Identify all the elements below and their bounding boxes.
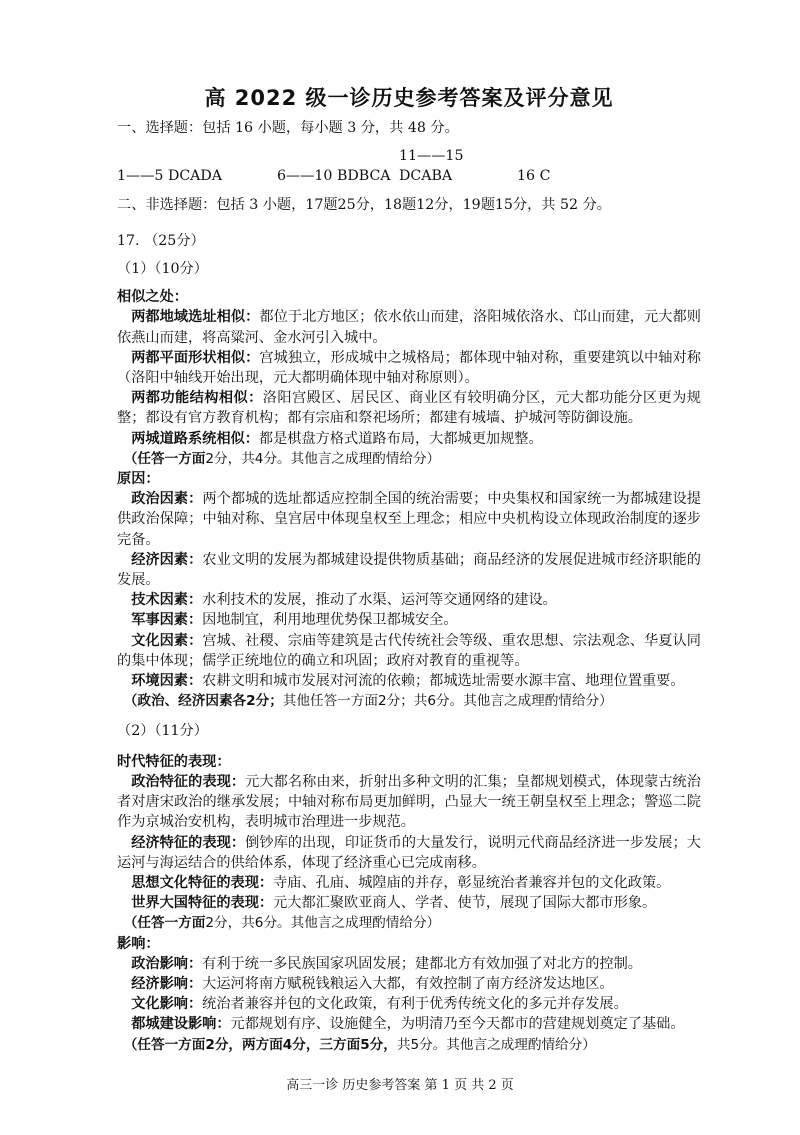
impact-scoring-note: [117, 1035, 701, 1055]
section-1-header: 一、选择题：包括 16 小题，每小题 3 分，共 48 分。: [117, 120, 459, 136]
point-text: 都是棋盘方格式道路布局，大都城更加规整。: [258, 430, 543, 447]
point-label: 都城建设影响：: [131, 1016, 231, 1033]
point-label: 环境因素：: [131, 673, 203, 690]
point-text: 农耕文明和城市发展对河流的依赖；都城选址需要水源丰富、地理位置重要。: [202, 673, 685, 690]
note-bold: （任答一方面2分，两方面4分，三方面5分，: [123, 1036, 397, 1053]
point-text: 元大都名称由来，折射出多种文明的汇集；皇都规划模式，体现蒙古统治者对唐宋政治的继承发展；中轴对称布局更加鲜明，凸显大一统王朝皇权至上理念；警巡二院作为京城治安机构，表明城市治理进一步规范。: [117, 773, 701, 831]
reasons-list: [117, 489, 701, 691]
point-label: 文化因素：: [131, 632, 203, 649]
answer-point: [117, 671, 701, 691]
answers-11-15: 11——15 DCABA: [399, 148, 464, 185]
point-text: 统治者兼容并包的文化政策，有利于优秀传统文化的多元并存发展。: [202, 996, 628, 1013]
point-text: 元都规划有序、设施健全，为明清乃至今天都市的营建规划奠定了基础。: [230, 1016, 685, 1033]
answers-1-5: 1——5 DCADA: [117, 168, 223, 185]
question-17-header: 17. （25分）: [117, 232, 205, 249]
answer-point: [117, 1014, 701, 1034]
answer-point: [117, 610, 701, 630]
feature-heading: 时代特征的表现：: [117, 753, 231, 770]
page-footer: 高三一诊 历史参考答案 第 1 页 共 2 页: [286, 1077, 514, 1093]
similar-scoring-note: [117, 449, 701, 469]
feature-scoring-note: [117, 913, 701, 933]
similar-list: [117, 307, 701, 448]
answer-point: [117, 833, 701, 873]
point-label: 经济特征的表现：: [131, 834, 246, 851]
note-text: 2分，共4分。其他言之成理酌情给分）: [205, 450, 441, 467]
answer-point: [117, 489, 701, 550]
point-label: 两城道路系统相似：: [131, 430, 259, 447]
note-text: 共5分。其他言之成理酌情给分）: [396, 1036, 596, 1053]
point-text: 有利于统一多民族国家巩固发展；建都北方有效加强了对北方的控制。: [202, 955, 642, 972]
answer-point: [117, 974, 701, 994]
point-text: 因地制宜，利用地理优势保卫都城安全。: [202, 612, 458, 629]
point-text: 都位于北方地区；依水依山而建，洛阳城依洛水、邙山而建，元大都则依燕山而建，将高粱河、金水河引入城中。: [117, 309, 701, 346]
point-label: 世界大国特征的表现：: [131, 895, 274, 912]
answer-point: [117, 954, 701, 974]
answer-document: [117, 0, 701, 1135]
answer-point: [117, 348, 701, 388]
features-list: [117, 772, 701, 913]
answer-16: 16 C: [517, 168, 551, 185]
impact-heading: 影响：: [117, 935, 160, 952]
note-text: 2分，共6分。其他言之成理酌情给分）: [205, 915, 441, 932]
answer-point: [117, 590, 701, 610]
answer-point: [117, 307, 701, 347]
point-label: 文化影响：: [131, 996, 203, 1013]
part-1-header: （1）（10分）: [117, 261, 208, 278]
point-label: 经济影响：: [131, 975, 203, 992]
point-label: 两都地域选址相似：: [131, 309, 260, 326]
similar-heading: 相似之处：: [117, 289, 188, 306]
answer-point: [117, 772, 701, 833]
point-text: 大运河将南方赋税钱粮运入大都，有效控制了南方经济发达地区。: [202, 975, 614, 992]
point-text: 宫城、社稷、宗庙等建筑是古代传统社会等级、重农思想、宗法观念、华夏认同的集中体现；儒学正统地位的确立和巩固；政府对教育的重视等。: [117, 632, 701, 669]
answer-point: [117, 388, 701, 428]
note-bold: （任答一方面: [123, 450, 206, 467]
point-text: 农业文明的发展为都城建设提供物质基础；商品经济的发展促进城市经济职能的发展。: [117, 551, 701, 589]
page-title: 高 2022 级一诊历史参考答案及评分意见: [204, 86, 614, 110]
answer-point: [117, 429, 701, 449]
point-text: 两个都城的选址都适应控制全国的统治需要；中央集权和国家统一为都城建设提供政治保障；中轴对称、皇宫居中体现皇权至上理念；相应中央机构设立体现政治制度的逐步完备。: [117, 491, 701, 548]
choice-answers: [117, 146, 701, 186]
reason-scoring-note: [117, 691, 701, 711]
point-text: 倒钞库的出现，印证货币的大量发行，说明元代商品经济进一步发展；大运河与海运结合的供给体系，体现了经济重心已完成南移。: [117, 834, 701, 871]
answer-point: [117, 893, 701, 913]
note-bold: （政治、经济因素各2分；: [123, 693, 283, 710]
point-label: 政治影响：: [131, 955, 203, 972]
note-bold: （任答一方面: [123, 915, 206, 932]
point-label: 两都平面形状相似：: [131, 349, 260, 366]
point-text: 元大都汇聚欧亚商人、学者、使节，展现了国际大都市形象。: [273, 895, 657, 912]
answers-6-10: 6——10 BDBCA: [277, 168, 391, 185]
answer-point: [117, 994, 701, 1014]
reason-heading: 原因：: [117, 471, 160, 488]
point-text: 寺庙、孔庙、城隍庙的并存，彰显统治者兼容并包的文化政策。: [273, 874, 671, 891]
point-label: 政治特征的表现：: [131, 773, 246, 790]
point-label: 经济因素：: [131, 551, 203, 568]
answer-point: [117, 550, 701, 590]
part-2-header: （2）（11分）: [117, 723, 208, 740]
point-label: 军事因素：: [131, 612, 203, 629]
point-label: 两都功能结构相似：: [131, 390, 263, 407]
answer-point: [117, 631, 701, 671]
point-text: 水利技术的发展，推动了水渠、运河等交通网络的建设。: [202, 592, 557, 609]
section-2-header: 二、非选择题：包括 3 小题，17题25分，18题12分，19题15分，共 52 分。: [117, 196, 611, 213]
impacts-list: [117, 954, 701, 1035]
point-label: 思想文化特征的表现：: [131, 874, 274, 891]
point-text: 宫城独立，形成城中之城格局；都体现中轴对称，重要建筑以中轴对称（洛阳中轴线开始出现，元大都明确体现中轴对称原则）。: [117, 349, 701, 387]
point-label: 政治因素：: [131, 491, 203, 508]
point-label: 技术因素：: [131, 592, 203, 609]
note-text: 其他任答一方面2分；共6分。其他言之成理酌情给分）: [282, 693, 613, 710]
point-text: 洛阳宫殿区、居民区、商业区有较明确分区，元大都功能分区更为规整；都设有官方教育机构；都有宗庙和祭祀场所；都建有城墙、护城河等防御设施。: [117, 390, 701, 427]
answer-point: [117, 873, 701, 893]
